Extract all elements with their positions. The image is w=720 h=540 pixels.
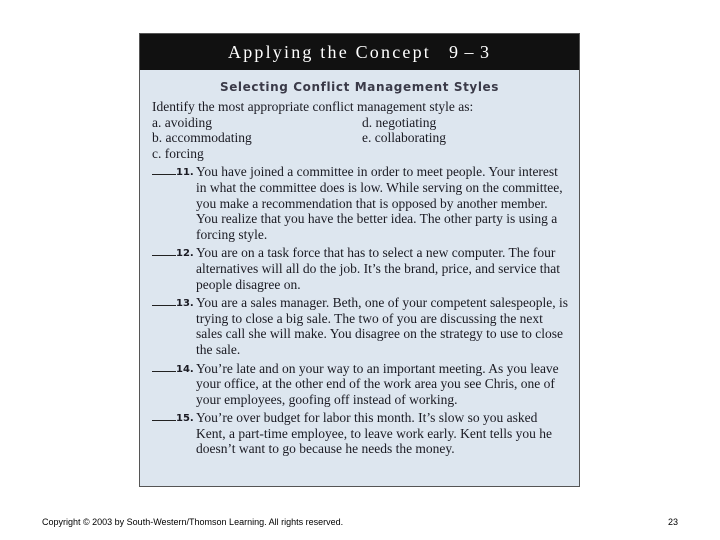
option-a: a. avoiding bbox=[152, 114, 212, 130]
answer-blank[interactable] bbox=[152, 164, 196, 242]
answer-blank[interactable] bbox=[152, 410, 196, 457]
question-item bbox=[152, 410, 569, 457]
option-d: d. negotiating bbox=[362, 114, 437, 130]
question-number: 14. bbox=[176, 363, 194, 375]
question-text: You’re over budget for labor this month. It’s slow so you asked Kent, a part-time employee, to leave work early. Kent tells you he doesn’t want to go because he needs the money. bbox=[196, 410, 552, 457]
option-c: c. forcing bbox=[152, 145, 204, 161]
question-item bbox=[152, 164, 569, 242]
option-e: e. collaborating bbox=[362, 130, 446, 146]
page-number: 23 bbox=[667, 517, 678, 527]
question-number: 12. bbox=[176, 248, 194, 260]
question-item bbox=[152, 295, 569, 357]
answer-blank[interactable] bbox=[152, 245, 196, 292]
panel-body bbox=[140, 94, 579, 457]
question-number: 13. bbox=[176, 298, 194, 310]
concept-panel bbox=[139, 33, 580, 487]
question-text: You’re late and on your way to an important meeting. As you leave your office, at the other end of the work area you see Chris, one of your employees, goofing off instead of working. bbox=[196, 360, 559, 407]
panel-number: 9 – 3 bbox=[448, 41, 490, 62]
question-number: 15. bbox=[176, 413, 194, 425]
panel-header bbox=[140, 34, 579, 70]
answer-blank[interactable] bbox=[152, 361, 196, 408]
question-text: You are a sales manager. Beth, one of your competent salespeople, is trying to close a big sale. The two of you are discussing the next sales call she will make. You disagree on the strategy to use to close the sale. bbox=[196, 295, 569, 357]
panel-heading: Applying the Concept bbox=[228, 41, 431, 62]
option-b: b. accommodating bbox=[152, 130, 252, 146]
question-text: You are on a task force that has to select a new computer. The four alternatives will all do the job. It’s the brand, price, and service that people disagree on. bbox=[196, 245, 561, 292]
instruction-text: Identify the most appropriate conflict management style as: bbox=[152, 99, 474, 114]
panel-subtitle: Selecting Conflict Management Styles bbox=[219, 80, 500, 94]
question-item bbox=[152, 245, 569, 292]
copyright-notice: Copyright © 2003 by South-Western/Thomson Learning. All rights reserved. bbox=[42, 517, 344, 527]
answer-blank[interactable] bbox=[152, 295, 196, 357]
question-number: 11. bbox=[176, 167, 194, 179]
question-text: You have joined a committee in order to meet people. Your interest in what the committee does is low. While serving on the committee, you make a recommendation that is opposed by another member. You realize that you have the better idea. The other party is using a forcing style. bbox=[196, 164, 563, 242]
style-options bbox=[152, 115, 569, 162]
question-item bbox=[152, 361, 569, 408]
